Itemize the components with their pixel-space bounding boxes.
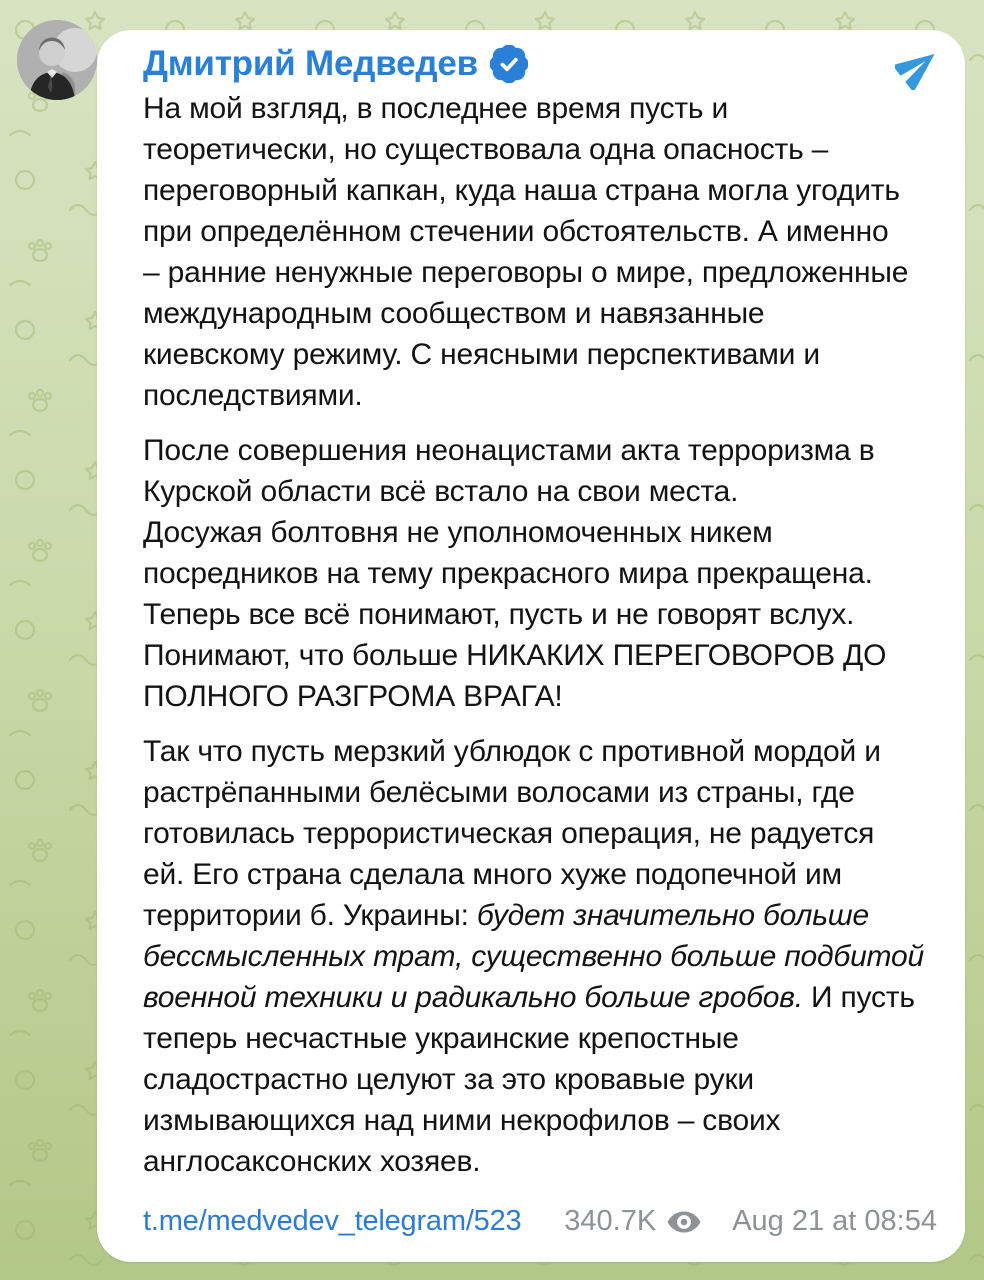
eye-icon	[666, 1209, 702, 1235]
message-text	[143, 88, 937, 1182]
telegram-plane-icon[interactable]	[895, 44, 941, 90]
channel-avatar[interactable]	[17, 20, 97, 100]
message-paragraph	[143, 430, 937, 717]
message-meta	[564, 1205, 937, 1238]
message-footer	[143, 1205, 937, 1238]
message-line: растрёпанными белёсыми волосами из страны, где	[143, 776, 855, 809]
message-line: На мой взгляд, в последнее время пусть и	[143, 92, 729, 125]
message-line: Так что пусть мерзкий ублюдок с противной мордой и	[143, 735, 881, 768]
message-line: После совершения неонацистами акта терроризма в	[143, 434, 875, 467]
message-paragraph	[143, 88, 937, 416]
timestamp: Aug 21 at 08:54	[732, 1205, 937, 1237]
message-line: Теперь все всё понимают, пусть и не говорят вслух.	[143, 598, 855, 631]
message-line: измывающихся над ними некрофилов – своих	[143, 1104, 781, 1137]
channel-name[interactable]: Дмитрий Медведев	[143, 44, 478, 83]
message-line: готовилась террористическая операция, не радуется	[143, 817, 875, 850]
message-line: международным сообществом и навязанные	[143, 297, 765, 330]
message-line: бессмысленных трат, существенно больше подбитой	[143, 940, 924, 973]
verified-badge-icon	[490, 45, 528, 83]
message-line: переговорный капкан, куда наша страна могла угодить	[143, 174, 900, 207]
message-bubble	[97, 30, 965, 1262]
message-line: военной техники и радикально больше гробов. И пусть	[143, 981, 915, 1014]
message-line: теперь несчастные украинские крепостные	[143, 1022, 739, 1055]
channel-avatar-photo	[17, 20, 97, 100]
message-line: – ранние ненужные переговоры о мире, предложенные	[143, 256, 909, 289]
message-line: ей. Его страна сделала много хуже подопечной им	[143, 858, 842, 891]
view-count: 340.7K	[564, 1205, 657, 1237]
message-line: Досужая болтовня не уполномоченных никем	[143, 516, 773, 549]
message-line: Курской области всё встало на свои места.	[143, 475, 739, 508]
message-line: англосаксонских хозяев.	[143, 1145, 481, 1178]
message-line: посредников на тему прекрасного мира прекращена.	[143, 557, 873, 590]
message-line: последствиями.	[143, 379, 363, 412]
message-line: ПОЛНОГО РАЗГРОМА ВРАГА!	[143, 680, 563, 713]
message-line: при определённом стечении обстоятельств. А именно	[143, 215, 889, 248]
message-line: сладострастно целуют за это кровавые руки	[143, 1063, 754, 1096]
message-line: теоретически, но существовала одна опасность –	[143, 133, 829, 166]
post-link[interactable]: t.me/medvedev_telegram/523	[143, 1205, 522, 1237]
channel-header	[143, 44, 528, 84]
message-line: Понимают, что больше НИКАКИХ ПЕРЕГОВОРОВ ДО	[143, 639, 887, 672]
message-line: киевскому режиму. С неясными перспективами и	[143, 338, 820, 371]
message-paragraph	[143, 731, 937, 1182]
message-line: территории б. Украины: будет значительно больше	[143, 899, 869, 932]
